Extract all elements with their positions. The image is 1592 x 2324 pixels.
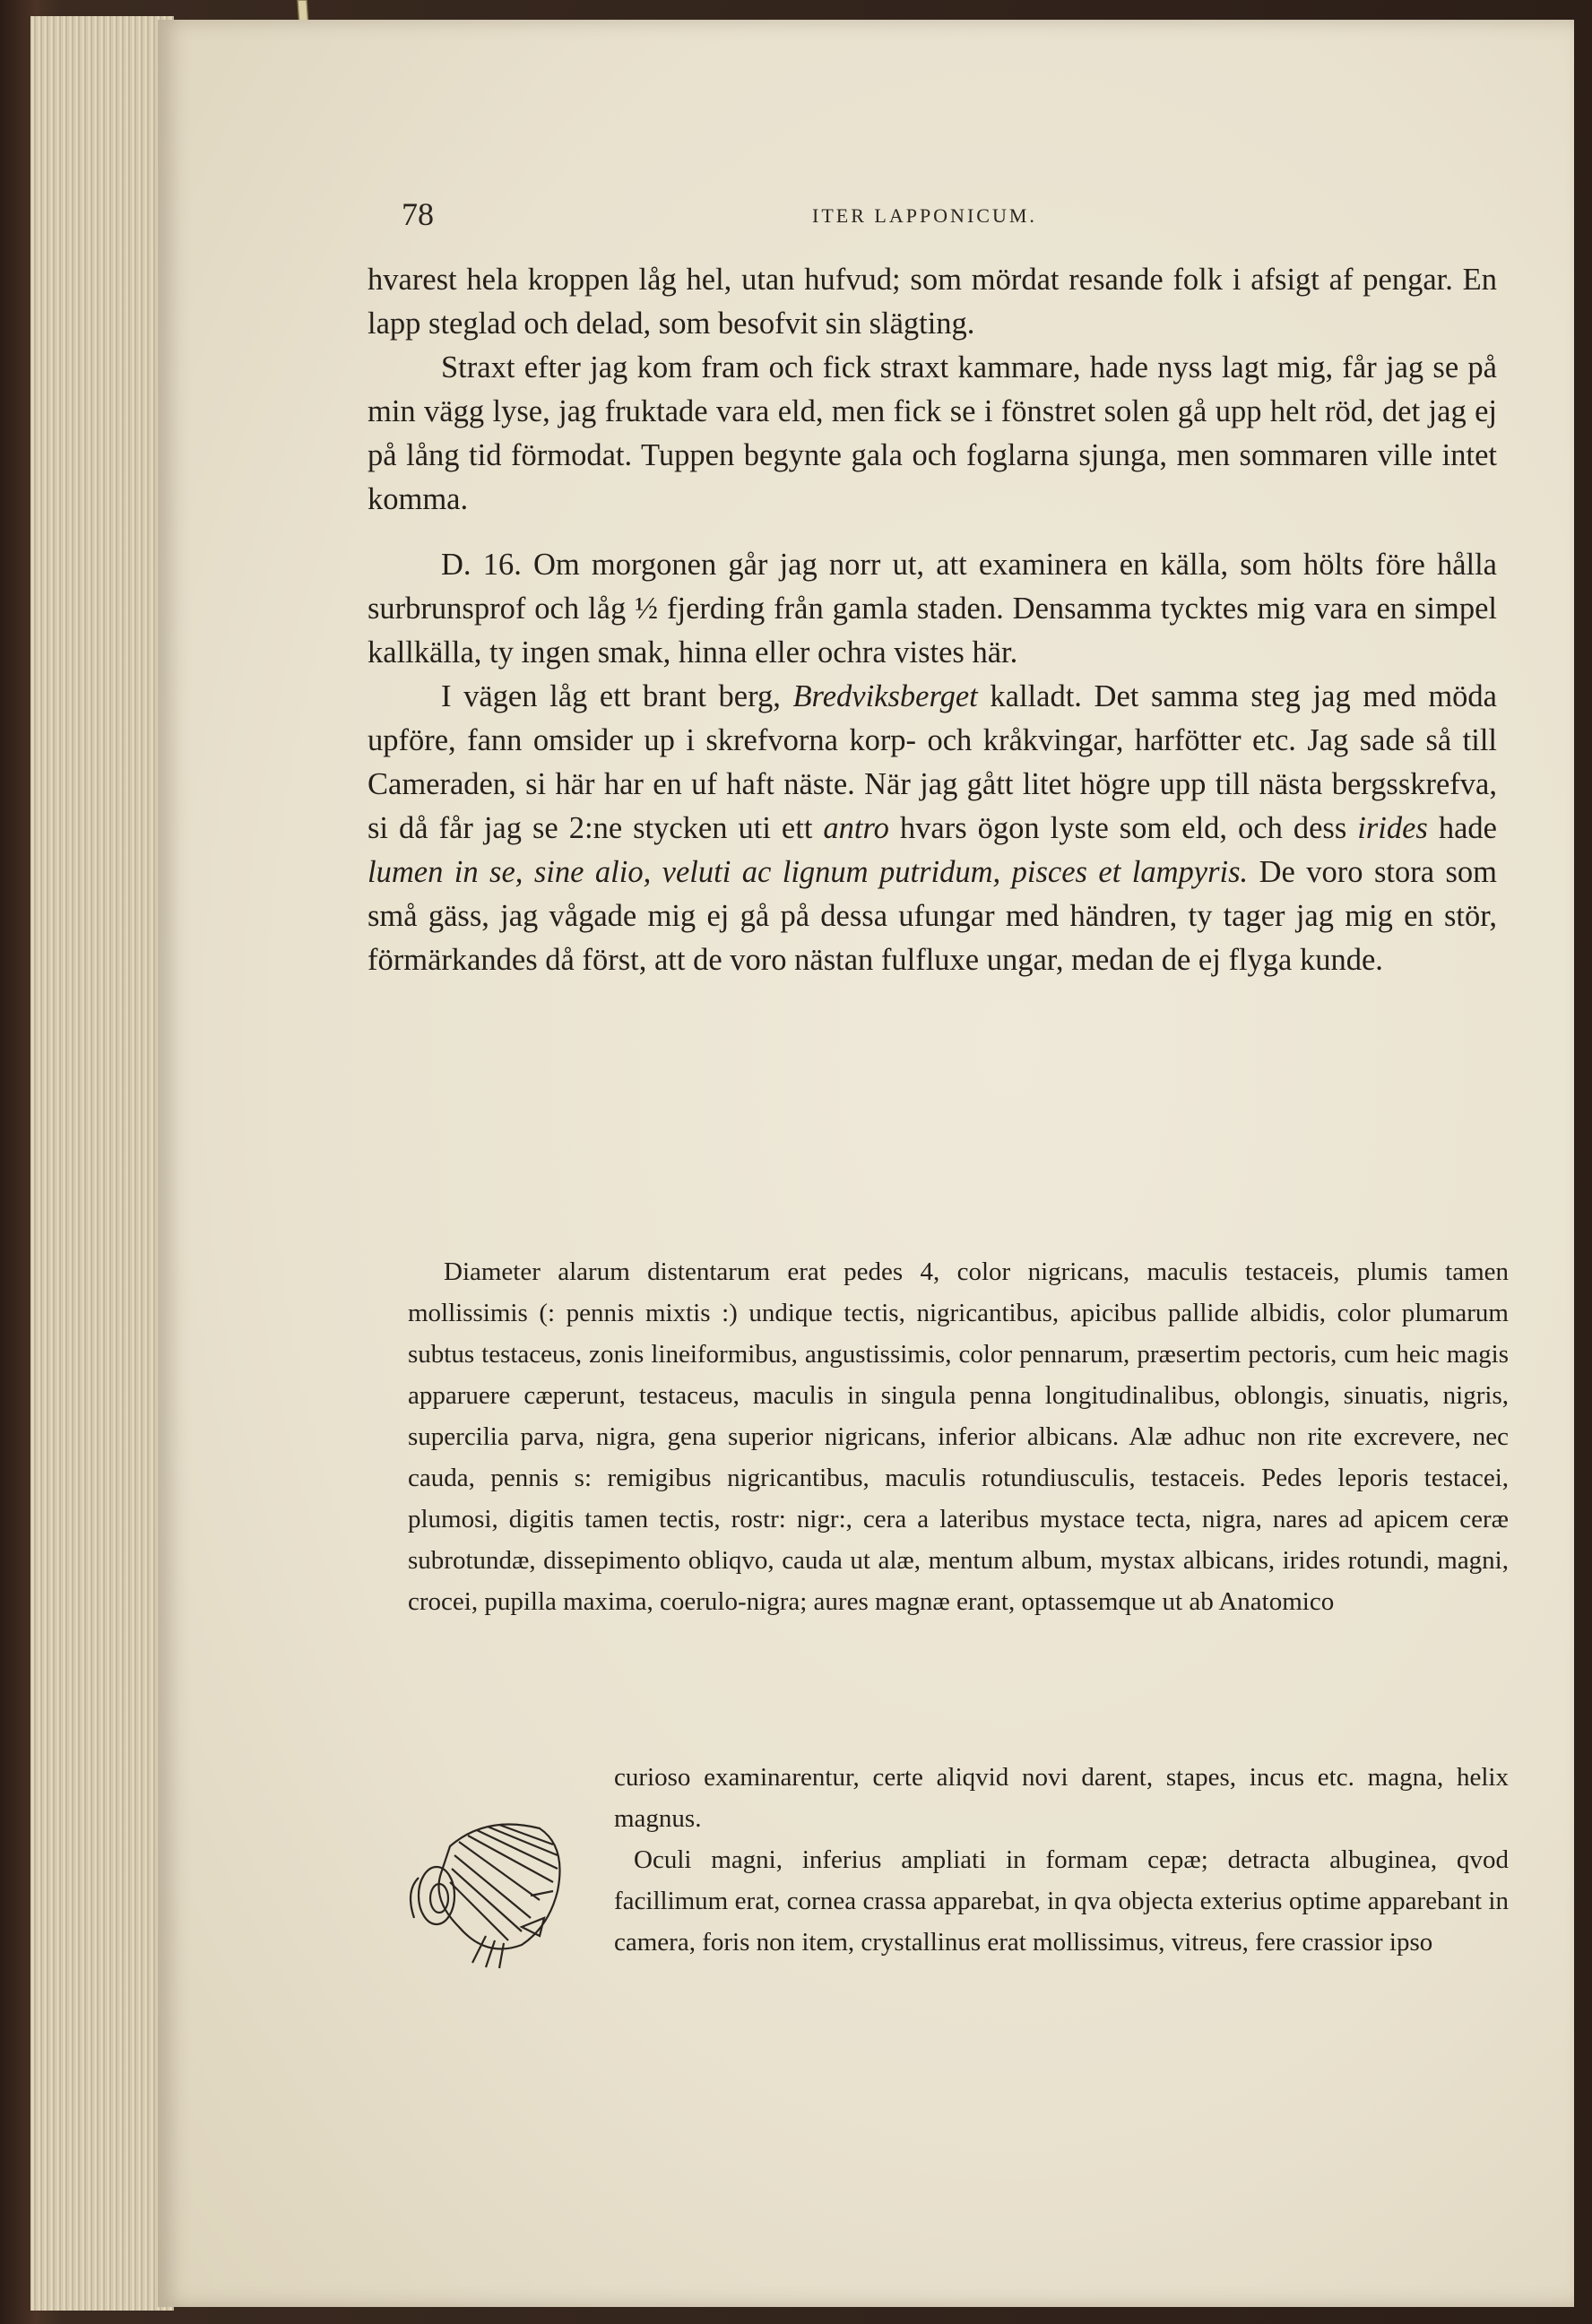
p4-text-i: De voro stora som små gäss, jag vågade mig ej gå på dessa ufungar med händren, ty tager jag mig en stör, förmärkandes då först, att de voro nästan fulfluxe ungar, medan de ej flyga kunde.	[368, 855, 1497, 977]
running-title: ITER LAPPONICUM.	[812, 204, 1037, 227]
p4-text-g: hade	[1427, 811, 1497, 845]
latin-description-continued	[614, 1757, 1509, 1963]
latin-right-paragraph-1: curioso examinarentur, certe aliqvid novi darent, stapes, incus etc. magna, helix magnus.	[614, 1763, 1509, 1833]
p4-latin-phrase: lumen in se, sine alio, veluti ac lignum putridum, pisces et lampyris.	[368, 855, 1249, 889]
paragraph-4	[368, 675, 1497, 982]
paragraph-3: D. 16. Om morgonen går jag norr ut, att examinera en källa, som hölts före hålla surbrunsprof och låg ½ fjerding från gamla staden. Densamma tycktes mig vara en simpel kallkälla, ty ingen smak, hinna eller ochra vistes här.	[368, 548, 1497, 670]
paragraph-2: Straxt efter jag kom fram och fick straxt kammare, hade nyss lagt mig, får jag se på min vägg lyse, jag fruktade vara eld, men fick se i fönstret solen gå upp helt röd, det jag ej på lång tid förmodat. Tuppen begynte gala och foglarna sjunga, men sommaren ville intet komma.	[368, 350, 1497, 516]
latin-description	[408, 1251, 1509, 1622]
p4-text-e: hvars ögon lyste som eld, och dess	[888, 811, 1358, 845]
p4-irides: irides	[1357, 811, 1428, 845]
owl-head-illustration	[387, 1793, 584, 1972]
page-number: 78	[402, 196, 434, 232]
paragraph-1: hvarest hela kroppen låg hel, utan hufvud; som mördat resande folk i afsigt af pengar. En lapp steglad och delad, som besofvit sin slägting.	[368, 263, 1497, 341]
p4-text-a: I vägen låg ett brant berg,	[441, 679, 793, 713]
latin-right-paragraph-2: Oculi magni, inferius ampliati in formam cepæ; detracta albuginea, qvod facillimum erat, cornea crassa apparebat, in qva objecta exterius optime apparebant in camera, foris non item, crystallinus erat mollissimus, vitreus, fere crassior ipso	[614, 1845, 1509, 1957]
p4-antro: antro	[823, 811, 889, 845]
p4-place-name: Bredviksberget	[792, 679, 978, 713]
page-edges	[30, 16, 174, 2311]
main-text	[368, 258, 1497, 982]
latin-paragraph: Diameter alarum distentarum erat pedes 4, color nigricans, maculis testaceis, plumis tamen mollissimis (: pennis mixtis :) undique tectis, nigricantibus, apicibus pallide albidis, color plumarum subtus testaceus, zonis lineiformibus, angustissimis, color pennarum, præsertim pectoris, cum heic magis apparuere cæperunt, testaceus, maculis in singula penna longitudinalibus, oblongis, sinuatis, nigris, supercilia parva, nigra, gena superior nigricans, inferior albicans. Alæ adhuc non rite excrevere, nec cauda, pennis s: remigibus nigricantibus, maculis rotundiusculis, testaceis. Pedes leporis testacei, plumosi, digitis tamen tectis, rostr: nigr:, cera a lateribus mystace tecta, nigra, nares ad apicem ceræ subrotundæ, dissepimento obliqvo, cauda ut alæ, mentum album, mystax albicans, irides rotundi, magni, crocei, pupilla maxima, coerulo-nigra; aures magnæ erant, optassemque ut ab Anatomico	[408, 1257, 1509, 1616]
p4-text-c: kalladt. Det samma steg jag med möda upföre, fann omsider up i skrefvorna korp- och kråkvingar, harfötter etc. Jag sade så till Cameraden, si här har en uf haft näste. När jag gått litet högre upp till nästa bergsskrefva, si då får jag se 2:ne stycken uti ett	[368, 679, 1497, 845]
